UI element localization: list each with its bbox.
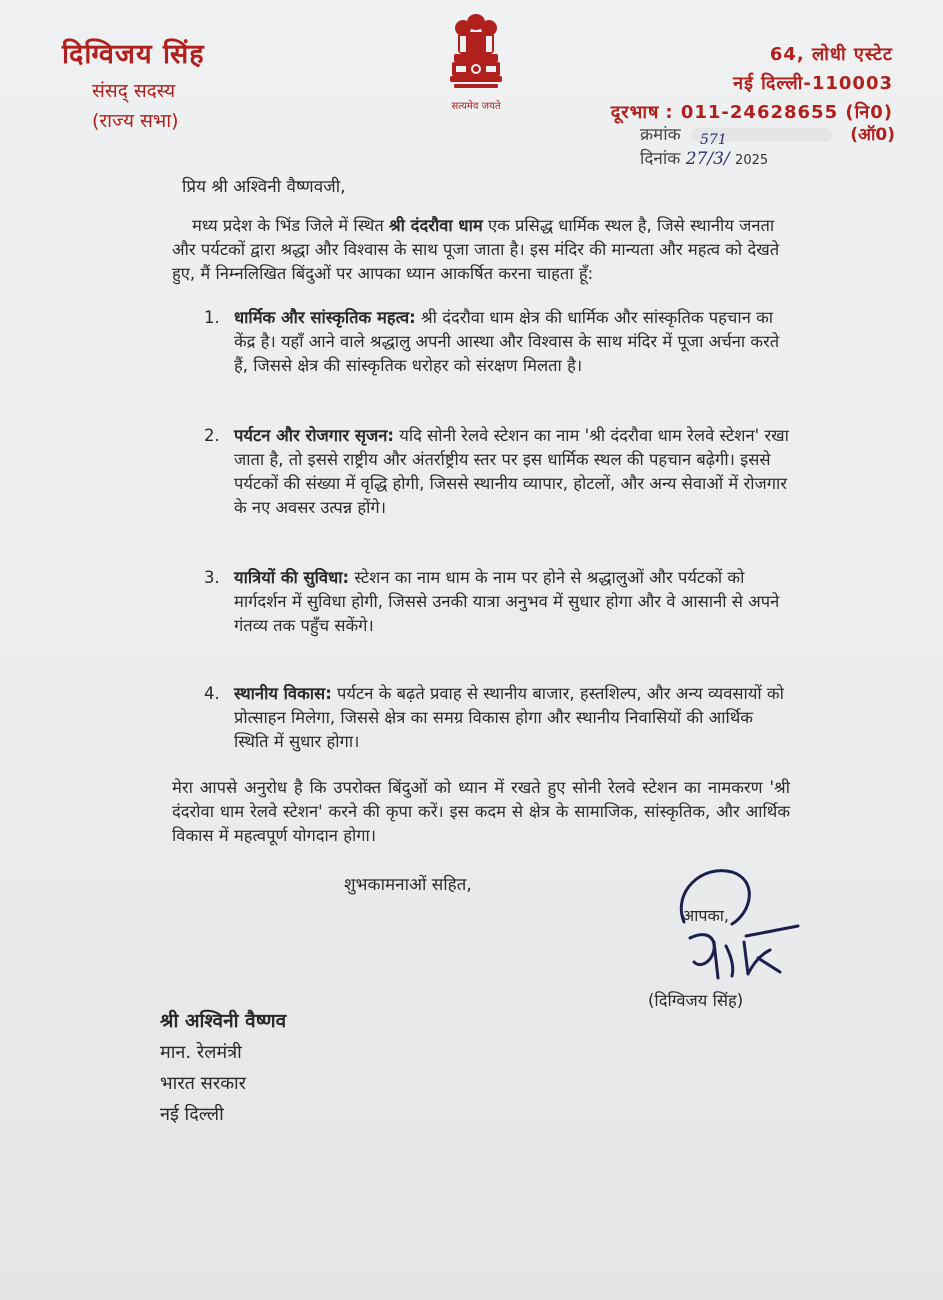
reference-row	[640, 122, 895, 148]
recipient-block	[160, 1006, 286, 1130]
point-item	[172, 306, 792, 378]
salutation: प्रिय श्री अश्विनी वैष्णवजी,	[182, 177, 346, 197]
national-emblem	[436, 10, 516, 112]
sender-block	[62, 34, 205, 133]
closing-yours: आपका,	[682, 906, 729, 925]
point-title: धार्मिक और सांस्कृतिक महत्व:	[234, 308, 416, 327]
request-paragraph: मेरा आपसे अनुरोध है कि उपरोक्त बिंदुओं को ध्यान में रखते हुए सोनी रेलवे स्टेशन का नामकरण 'श्री दंदरोवा धाम रेलवे स्टेशन' करने की कृपा करें। इस कदम से क्षेत्र के सामाजिक, सांस्कृतिक, और आर्थिक विकास में महत्वपूर्ण योगदान होगा।	[172, 778, 790, 845]
point-text: पर्यटन के बढ़ते प्रवाह से स्थानीय बाजार, हस्तशिल्प, और अन्य व्यवसायों को प्रोत्साहन मिलेगा, जिससे क्षेत्र का समग्र विकास होगा और स्थानीय निवासियों की आर्थिक स्थिति में सुधार होगा।	[234, 684, 784, 751]
closing-regards: शुभकामनाओं सहित,	[344, 875, 472, 895]
sender-name: दिग्विजय सिंह	[62, 39, 205, 70]
phone-value: : 011-24628655 (नि0)	[665, 102, 893, 123]
date-year: 2025	[735, 153, 769, 168]
point-item	[172, 424, 792, 520]
handwritten-signature	[662, 862, 812, 992]
point-item	[172, 682, 792, 754]
point-title: स्थानीय विकास:	[234, 684, 332, 703]
point-text: यदि सोनी रेलवे स्टेशन का नाम 'श्री दंदरौवा धाम रेलवे स्टेशन' रखा जाता है, तो इससे राष्ट्रीय और अंतर्राष्ट्रीय स्तर पर इस धार्मिक स्थल की पहचान बढ़ेगी। इससे पर्यटकों की संख्या में वृद्धि होगी, जिससे स्थानीय व्यापार, होटलों, और अन्य सेवाओं में रोजगार के नए अवसर उत्पन्न होंगे।	[234, 426, 789, 517]
point-number: 3.	[204, 568, 220, 587]
date-label: दिनांक	[640, 149, 681, 169]
intro-paragraph	[172, 214, 790, 286]
reference-number: 571	[700, 132, 727, 148]
point-text: श्री दंदरौवा धाम क्षेत्र की धार्मिक और सांस्कृतिक पहचान का केंद्र है। यहाँ आने वाले श्रद्धालु अपनी आस्था और विश्वास के साथ मंदिर में पूजा अर्चना करते हैं, जिससे क्षेत्र की सांस्कृतिक धरोहर को संरक्षण मिलता है।	[234, 308, 780, 375]
phone-label: दूरभाष	[610, 102, 660, 123]
intro-text-2: एक प्रसिद्ध धार्मिक स्थल है, जिसे स्थानीय जनता और पर्यटकों द्वारा श्रद्धा और विश्वास के साथ पूजा जाता है। इस मंदिर की मान्यता और महत्व को देखते हुए, मैं निम्नलिखित बिंदुओं पर आपका ध्यान आकर्षित करना चाहता हूँ:	[172, 216, 780, 283]
point-title: पर्यटन और रोजगार सृजन:	[234, 426, 395, 445]
address-line-2: नई दिल्ली-110003	[733, 73, 893, 94]
reference-label: क्रमांक	[640, 125, 681, 145]
address-block	[611, 40, 893, 127]
sender-designation: संसद् सदस्य	[92, 80, 176, 102]
sender-house: (राज्य सभा)	[92, 110, 179, 132]
point-number: 2.	[204, 426, 220, 445]
recipient-org: भारत सरकार	[160, 1073, 247, 1094]
point-text: स्टेशन का नाम धाम के नाम पर होने से श्रद्धालुओं और पर्यटकों को मार्गदर्शन में सुविधा होगी, जिससे उनकी यात्रा अनुभव में सुधार होगा और वे आसानी से अपने गंतव्य तक पहुँच सकेंगे।	[234, 568, 780, 635]
point-title: यात्रियों की सुविधा:	[234, 568, 350, 587]
date-value: 27/3/	[685, 149, 730, 169]
point-number: 1.	[204, 308, 220, 327]
lion-capital-icon	[448, 10, 504, 96]
date-row	[640, 146, 768, 169]
office-phone-suffix: (ऑ0)	[850, 125, 895, 145]
address-line-1: 64, लोधी एस्टेट	[769, 44, 893, 65]
intro-highlight: श्री दंदरौवा धाम	[388, 216, 483, 235]
emblem-motto: सत्यमेव जयते	[451, 101, 501, 112]
intro-text-1: मध्य प्रदेश के भिंड जिले में स्थित	[192, 216, 389, 235]
recipient-title: मान. रेलमंत्री	[160, 1042, 242, 1063]
recipient-city: नई दिल्ली	[160, 1104, 224, 1125]
point-item	[172, 566, 792, 638]
point-number: 4.	[204, 684, 220, 703]
recipient-name: श्री अश्विनी वैष्णव	[160, 1010, 287, 1032]
signatory-name: (दिग्विजय सिंह)	[648, 991, 744, 1010]
